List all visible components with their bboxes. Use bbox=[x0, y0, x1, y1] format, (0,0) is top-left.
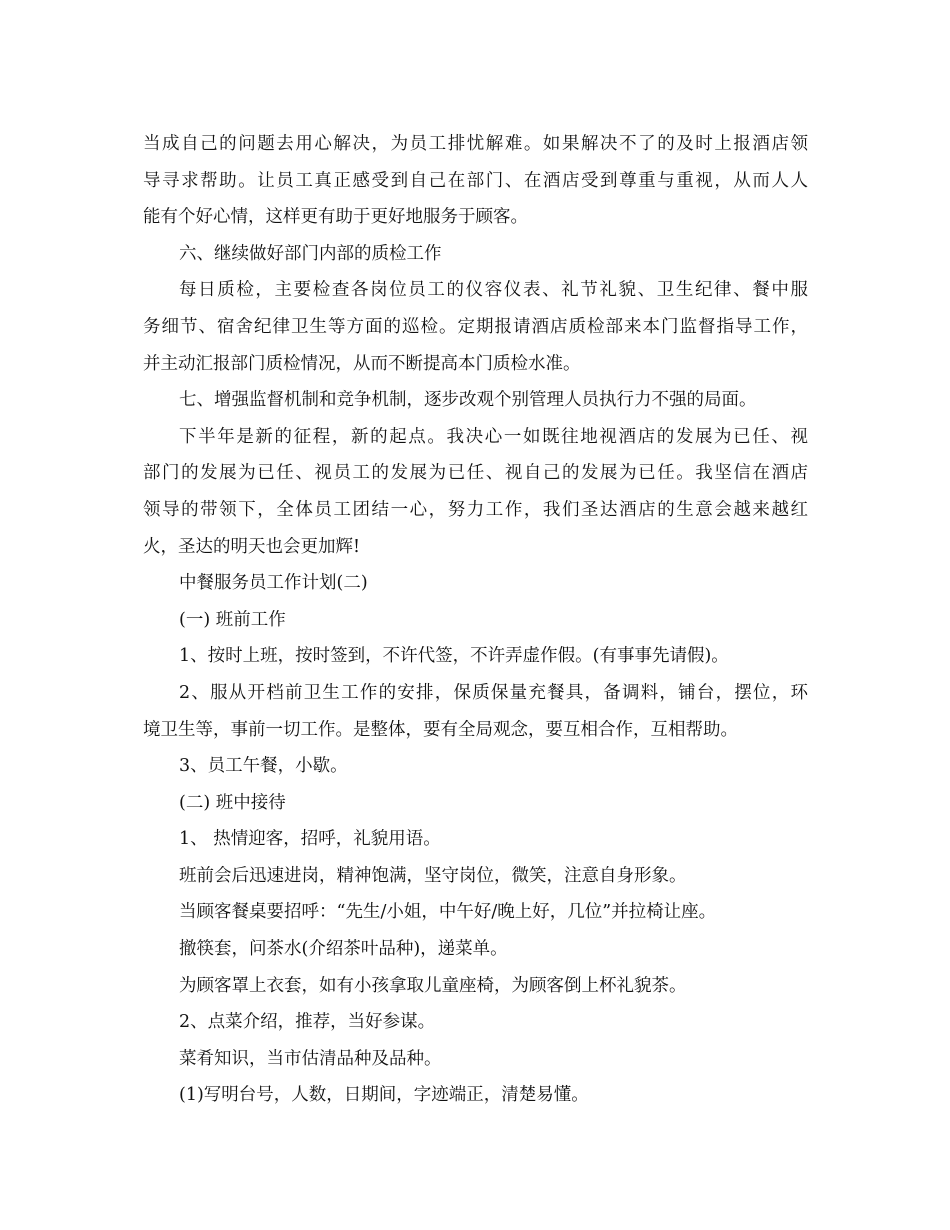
text-line: 中餐服务员工作计划(二) bbox=[179, 573, 368, 594]
text-line: (一) 班前工作 bbox=[179, 609, 286, 630]
text-line: 六、继续做好部门内部的质检工作 bbox=[179, 243, 442, 264]
text-line: 1、按时上班，按时签到，不许代签，不许弄虚作假。(有事事先请假)。 bbox=[179, 646, 729, 667]
text-line: 班前会后迅速进岗，精神饱满，坚守岗位，微笑，注意自身形象。 bbox=[179, 865, 687, 886]
text-line: (二) 班中接待 bbox=[179, 792, 286, 813]
text-line: 火，圣达的明天也会更加辉! bbox=[143, 536, 361, 557]
text-line: 为顾客罩上衣套，如有小孩拿取儿童座椅，为顾客倒上杯礼貌茶。 bbox=[179, 975, 687, 996]
text-line: 导寻求帮助。让员工真正感受到自己在部门、在酒店受到尊重与重视，从而人人 bbox=[143, 170, 808, 191]
text-line: 下半年是新的征程，新的起点。我决心一如既往地视酒店的发展为已任、视 bbox=[179, 426, 808, 447]
text-line: 境卫生等，事前一切工作。是整体，要有全局观念，要互相合作，互相帮助。 bbox=[143, 719, 738, 740]
text-line: (1)写明台号，人数，日期间，字迹端正，清楚易懂。 bbox=[179, 1085, 589, 1106]
text-line: 能有个好心情，这样更有助于更好地服务于顾客。 bbox=[143, 207, 528, 228]
text-line: 务细节、宿舍纪律卫生等方面的巡检。定期报请酒店质检部来本门监督指导工作， bbox=[143, 316, 808, 337]
text-line: 领导的带领下，全体员工团结一心，努力工作，我们圣达酒店的生意会越来越红 bbox=[143, 499, 808, 520]
text-line: 每日质检，主要检查各岗位员工的仪容仪表、礼节礼貌、卫生纪律、餐中服 bbox=[179, 280, 808, 301]
text-line: 2、点菜介绍，推荐，当好参谋。 bbox=[179, 1012, 436, 1033]
text-line: 并主动汇报部门质检情况，从而不断提高本门质检水准。 bbox=[143, 353, 581, 374]
text-line: 七、增强监督机制和竞争机制，逐步改观个别管理人员执行力不强的局面。 bbox=[179, 390, 757, 411]
text-line: 1、 热情迎客，招呼，礼貌用语。 bbox=[179, 829, 441, 850]
text-line: 部门的发展为已任、视员工的发展为已任、视自己的发展为已任。我坚信在酒店 bbox=[143, 463, 808, 484]
text-line: 当成自己的问题去用心解决，为员工排忧解难。如果解决不了的及时上报酒店领 bbox=[143, 134, 808, 154]
document-body bbox=[143, 126, 808, 1114]
text-line: 菜肴知识，当市估清品种及品种。 bbox=[179, 1048, 442, 1069]
text-line: 撤筷套，问茶水(介绍茶叶品种)，递菜单。 bbox=[179, 939, 508, 960]
text-line: 3、员工午餐，小歇。 bbox=[179, 756, 348, 777]
text-line: 当顾客餐桌要招呼：“先生/小姐，中午好/晚上好，几位”并拉椅让座。 bbox=[179, 902, 717, 923]
text-line: 2、服从开档前卫生工作的安排，保质保量充餐具，备调料，铺台，摆位，环 bbox=[179, 682, 808, 703]
